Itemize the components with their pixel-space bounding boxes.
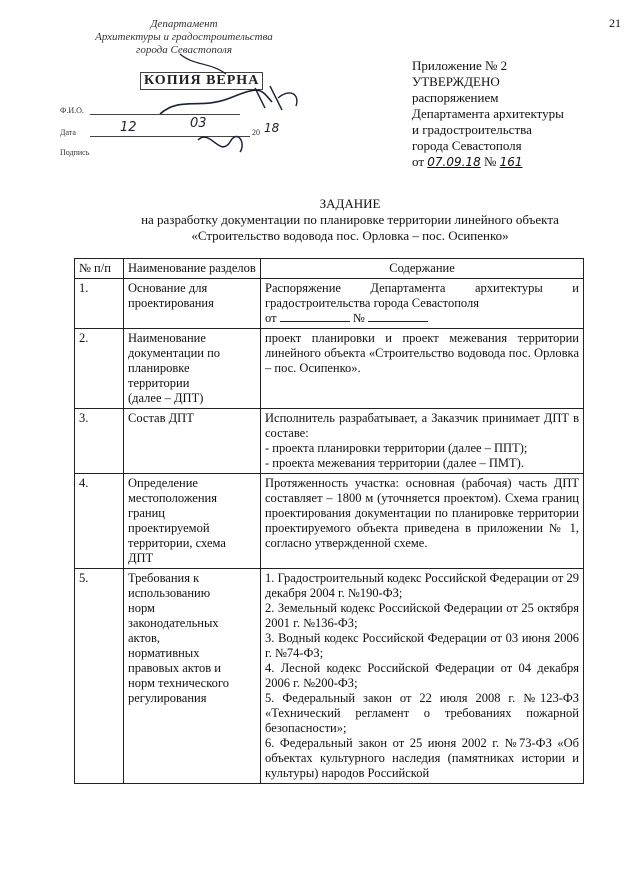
stamp-date-day: 12 [120,120,137,135]
content-paragraph: Протяженность участка: основная (рабочая) часть ДПТ составляет – 1800 м (уточняется проектом). Схема границ проектирования документации по планировке территории проектируемого объекта приведена в приложении № 1, согласно утвержденной схеме. [265,476,579,550]
document-title: ЗАДАНИЕ [319,196,381,211]
table-header-row [75,259,584,279]
stamp-copy-text: КОПИЯ ВЕРНА [140,72,263,90]
stamp-date-month: 03 [190,116,207,131]
stamp-signature-label: Подпись [60,148,90,157]
header-num: № п/п [75,259,124,279]
row-name-line: территории, схема [128,536,226,550]
row-name-line: Определение [128,476,198,490]
row-name-line: норм [128,601,155,615]
row-name: Состав ДПТ [124,409,261,474]
header-content: Содержание [261,259,584,279]
row-name-line: планировке [128,361,190,375]
content-paragraph: 6. Федеральный закон от 25 июня 2002 г. №73-ФЗ «Об объектах культурного наследия (памятниках истории и культуры) народов Российской [265,736,579,780]
row-name [124,329,261,409]
stamp-org-line: города Севастополя [136,44,232,56]
table-row [75,279,584,329]
approval-line: распоряжением [412,90,499,105]
approval-date-line [412,154,622,170]
row-name-line: местоположения [128,491,217,505]
row-num: 1. [75,279,124,329]
table-row [75,409,584,474]
row-num: 4. [75,474,124,569]
handwritten-signature [60,18,320,168]
content-paragraph [265,311,579,326]
row-name: Основание для проектирования [124,279,261,329]
row-name-line: (далее – ДПТ) [128,391,204,405]
content-paragraph: 4. Лесной кодекс Российской Федерации от 04 декабря 2006 г. №200-ФЗ; [265,661,579,690]
row-name-line: норм технического [128,676,229,690]
table-row [75,329,584,409]
content-paragraph: - проекта планировки территории (далее – ППТ); [265,441,528,455]
row-content [261,329,584,409]
row-name-line: нормативных [128,646,200,660]
table-row [75,569,584,784]
document-subtitle: на разработку документации по планировке территории линейного объекта [141,212,559,227]
row-name-line: актов, [128,631,161,645]
row-name-line: Требования к [128,571,200,585]
stamp-org-line: Архитектуры и градостроительства [95,31,273,43]
approval-from-label: от [412,154,425,169]
content-paragraph: 1. Градостроительный кодекс Российской Федерации от 29 декабря 2004 г. №190-ФЗ; [265,571,579,600]
approval-number: 161 [499,155,523,169]
approval-line: Приложение № 2 [412,58,508,73]
certified-copy-stamp [60,18,300,157]
content-paragraph: проект планировки и проект межевания территории линейного объекта «Строительство водовода пос. Орловка – пос. Осипенко». [265,331,579,375]
row-name-line: границ [128,506,165,520]
table-row [75,474,584,569]
content-paragraph: Исполнитель разрабатывает, а Заказчик принимает ДПТ в составе: [265,411,579,440]
content-paragraph: 5. Федеральный закон от 22 июля 2008 г. №123-ФЗ «Технический регламент о требованиях пожарной безопасности»; [265,691,579,735]
approval-line: города Севастополя [412,138,522,153]
row-name-line: использованию [128,586,211,600]
row-name-line: территории [128,376,190,390]
row-name-line: проектируемой [128,521,210,535]
row-name-line: регулирования [128,691,207,705]
page-number: 21 [609,16,621,30]
stamp-date-year-prefix: 20 [252,128,260,137]
stamp-fio-label: Ф.И.О. [60,106,84,115]
approval-number-label: № [483,154,497,169]
row-name-line: правовых актов и [128,661,221,675]
from-label: от [265,311,277,325]
row-name-line: Наименование [128,331,206,345]
number-label: № [352,311,365,325]
row-content [261,569,584,784]
stamp-date-label: Дата [60,128,76,137]
document-subtitle-object: «Строительство водовода пос. Орловка – пос. Осипенко» [191,228,509,243]
row-content [261,409,584,474]
row-num: 3. [75,409,124,474]
row-num: 5. [75,569,124,784]
row-name-line: документации по [128,346,221,360]
row-content [261,279,584,329]
date-blank-line [280,311,350,322]
stamp-org-line: Департамент [150,18,218,30]
approval-line: УТВЕРЖДЕНО [412,74,500,89]
approval-line: и градостроительства [412,122,532,137]
content-paragraph: Распоряжение Департамента архитектуры и градостроительства города Севастополя [265,281,579,310]
row-name-line: ДПТ [128,551,154,565]
row-name [124,474,261,569]
row-name [124,569,261,784]
approval-line: Департамента архитектуры [412,106,564,121]
content-paragraph: 2. Земельный кодекс Российской Федерации от 25 октября 2001 г. №136-ФЗ; [265,601,579,630]
header-name: Наименование разделов [124,259,261,279]
approval-date: 07.09.18 [427,155,481,169]
approval-block [412,58,622,170]
row-content [261,474,584,569]
number-blank-line [368,311,428,322]
assignment-table [74,258,584,784]
stamp-date-year: 18 [264,121,280,135]
row-name-line: законодательных [128,616,219,630]
content-paragraph: - проекта межевания территории (далее – ПМТ). [265,456,524,470]
content-paragraph: 3. Водный кодекс Российской Федерации от 03 июня 2006 г. №74-ФЗ; [265,631,579,660]
row-num: 2. [75,329,124,409]
